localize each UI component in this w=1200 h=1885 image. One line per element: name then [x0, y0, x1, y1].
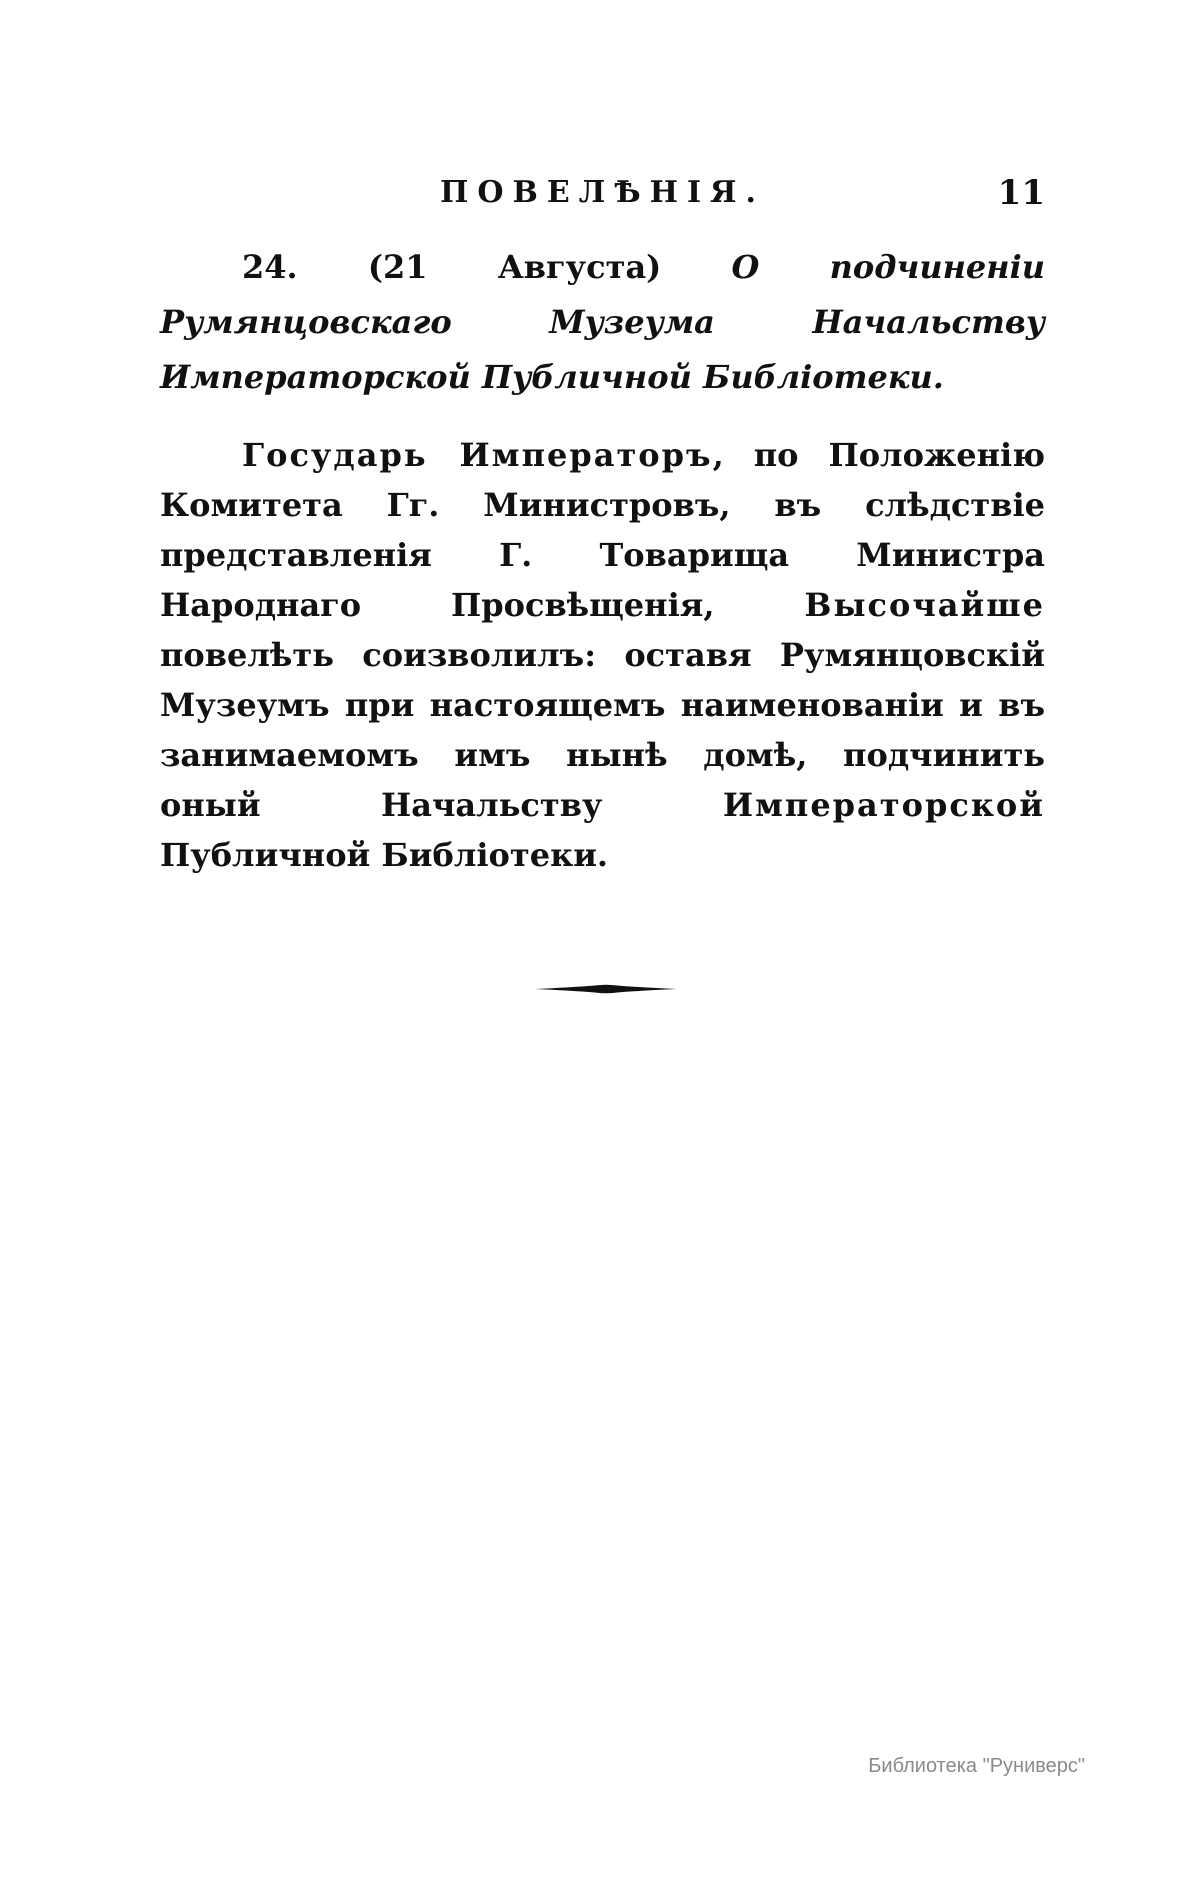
body-text-part-1: , по Положенію Комитета Гг. Министровъ, въ слѣдствіе представленія Г. Товарища Министра Народнаго Просвѣщенія, [160, 436, 1046, 624]
body-text-part-2: повелѣть соизволилъ: оставя Румянцовскій Музеумъ при настоящемъ наименованіи и въ занимаемомъ имъ нынѣ домѣ, подчинить оный Начальству [160, 636, 1045, 824]
running-head: ПОВЕЛѢНІЯ. [440, 175, 765, 210]
page-header [160, 168, 1045, 218]
entry-date: (21 Августа) [367, 248, 662, 286]
library-watermark: Библиотека "Руниверс" [868, 1755, 1085, 1777]
entry-title: О подчиненіи Румянцовскаго Музеума Начальству Императорской Публичной Библіотеки. [160, 248, 1046, 396]
body-imperatorskoi: Императорской [722, 786, 1045, 824]
body-paragraph [160, 430, 1045, 880]
body-text-part-3: Публичной Библіотеки. [160, 836, 609, 874]
body-vysochaishe: Высочайше [804, 586, 1045, 624]
body-intro: Государь Императоръ [242, 436, 713, 474]
page-number: 11 [997, 173, 1045, 213]
entry-heading [160, 240, 1045, 405]
entry-number: 24. [242, 248, 298, 286]
ornamental-divider [535, 983, 677, 995]
